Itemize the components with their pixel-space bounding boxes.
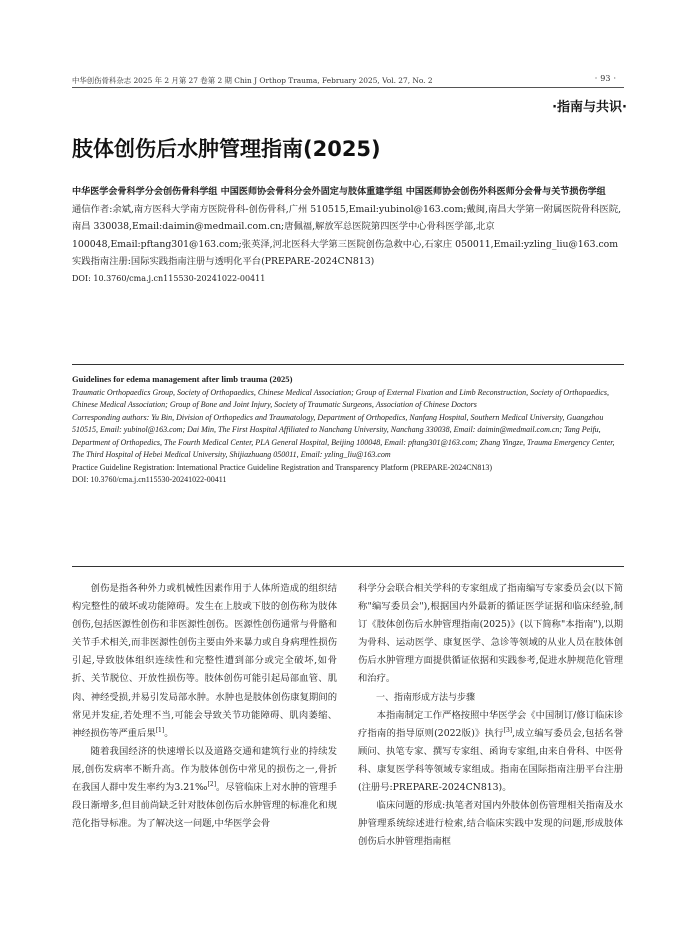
citation-ref[interactable]: [2] [207, 780, 217, 788]
section-divider [72, 566, 624, 567]
paragraph-text: 随着我国经济的快速增长以及道路交通和建筑行业的持续发展,创伤发病率不断升高。作为肢体创伤中常见的损伤之一,骨折在我国人群中发生率约为3.21‰ [72, 745, 337, 794]
paragraph-text: 本指南制定工作严格按照中华医学会《中国制订/修订临床诊疗指南的指导原则(2022版)》执行 [358, 709, 623, 739]
doi-cn: DOI: 10.3760/cma.j.cn115530-20241022-00411 [72, 274, 266, 284]
paragraph-text: 。尽管临床上对水肿的管理手段日渐增多,但目前尚缺乏针对肢体创伤后水肿管理的标准化和规范化指导标准。为了解决这一问题,中华医学会骨 [72, 782, 337, 830]
authors-cn: 中华医学会骨科学分会创伤骨科学组 中国医师协会骨科分会外固定与肢体重建学组 中国医师协会创伤外科医师分会骨与关节损伤学组 [72, 187, 606, 197]
body-column-right [358, 580, 623, 851]
body-paragraph: 科学分会联合相关学科的专家组成了指南编写专家委员会(以下简称"编写委员会"),根据国内外最新的循证医学证据和临床经验,制订《肢体创伤后水肿管理指南(2025)》(以下简称"本指南"),以期为骨科、运动医学、康复医学、急诊等领域的从业人员在肢体创伤后水肿管理方面提供循证依据和实践参考,促进水肿规范化管理和治疗。 [358, 583, 623, 685]
registration-en: Practice Guideline Registration: International Practice Guideline Registration and Transparency Platform (PREPARE-2024CN813) [72, 462, 493, 472]
article-meta-en [72, 364, 624, 487]
article-title-en: Guidelines for edema management after limb trauma (2025) [72, 374, 293, 384]
paragraph-text: 创伤是指各种外力或机械性因素作用于人体所造成的组织结构完整性的破坏或功能障碍。发生在上肢或下肢的创伤称为肢体创伤,包括医源性创伤和非医源性创伤。医源性创伤通常与骨骼和关节手术相关,而非医源性创伤主要由外来暴力或自身病理性损伤引起,导致肢体组织连续性和完整性遭到部分或完全破坏,如骨折、关节脱位、开放性损伤等。肢体创伤可能引起局部血管、肌肉、神经受损,并易引发局部水肿。水肿也是肢体创伤康复期间的常见并发症,若处理不当,可能会导致关节功能障碍、肌肉萎缩、神经损伤等严重后果 [72, 583, 337, 739]
running-title: 中华创伤骨科杂志 2025 年 2 月第 27 卷第 2 期 Chin J Orthop Trauma, February 2025, Vol. 27, No. 2 [72, 76, 433, 85]
correspondence-cn: 通信作者:余斌,南方医科大学南方医院骨科-创伤骨科,广州 510515,Email:yubinol@163.com;戴闽,南昌大学第一附属医院骨科医院,南昌 330038,Email:daimin@medmail.com.cn;唐佩福,解放军总医院第四医学中心骨科医学部,北京 100048,Email:pftang301@163.com;张英泽,河北医科大学第三医院创伤急救中心,石家庄 050011,Email:yzling_liu@163.com [72, 204, 622, 250]
body-paragraph [72, 743, 337, 833]
paragraph-text: 。 [164, 727, 174, 739]
section-heading: 一、指南形成方法与步骤 [376, 692, 476, 703]
body-paragraph [72, 580, 337, 743]
citation-ref[interactable]: [1] [155, 726, 165, 734]
correspondence-en: Corresponding authors: Yu Bin, Division of Orthopedics and Traumatology, Department of Orthopedics, Nanfang Hospital, Southern Medical University, Guangzhou 510515, Email: yubinol@163.com; Dai Min, The First Hospital Affiliated to Nanchang University, Nanchang 330038, Email: daimin@medmail.com.cn; Tang Peifu, Department of Orthopedics, The Fourth Medical Center, PLA General Hospital, Beijing 100048, Email: pftang301@163.com; Zhang Yingze, Trauma Emergency Center, The Third Hospital of Hebei Medical University, Shijiazhuang 050011, Email: yzling_liu@163.com [72, 412, 615, 459]
citation-ref[interactable]: [3] [503, 726, 513, 734]
page-number: · 93 · [594, 74, 616, 83]
doi-en: DOI: 10.3760/cma.j.cn115530-20241022-00411 [72, 475, 227, 484]
article-meta-cn [72, 184, 624, 287]
running-header [72, 73, 624, 88]
article-title-cn: 肢体创伤后水肿管理指南(2025) [72, 137, 381, 161]
registration-cn: 实践指南注册:国际实践指南注册与透明化平台(PREPARE-2024CN813) [72, 255, 375, 267]
authors-en: Traumatic Orthopaedics Group, Society of Orthopaedics, Chinese Medical Association; Group of External Fixation and Limb Reconstruction, Society of Orthopaedics, Chinese Medical Association; Group of Bone and Joint Injury, Society of Traumatic Surgeons, Association of Chinese Doctors [72, 387, 609, 409]
body-column-left [72, 580, 337, 833]
section-tag: ·指南与共识· [552, 100, 627, 115]
body-paragraph [358, 707, 623, 797]
page-number-value: 93 [600, 74, 611, 83]
body-paragraph: 临床问题的形成:执笔者对国内外肢体创伤管理相关指南及水肿管理系统综述进行检索,结合临床实践中发现的问题,形成肢体创伤后水肿管理指南框 [358, 800, 623, 848]
paragraph-text: ,成立编写委员会,包括名誉顾问、执笔专家、撰写专家组、函询专家组,由来自骨科、中医骨科、康复医学科等领域专家组成。指南在国际指南注册平台注册(注册号:PREPARE-2024CN813)。 [358, 727, 623, 794]
